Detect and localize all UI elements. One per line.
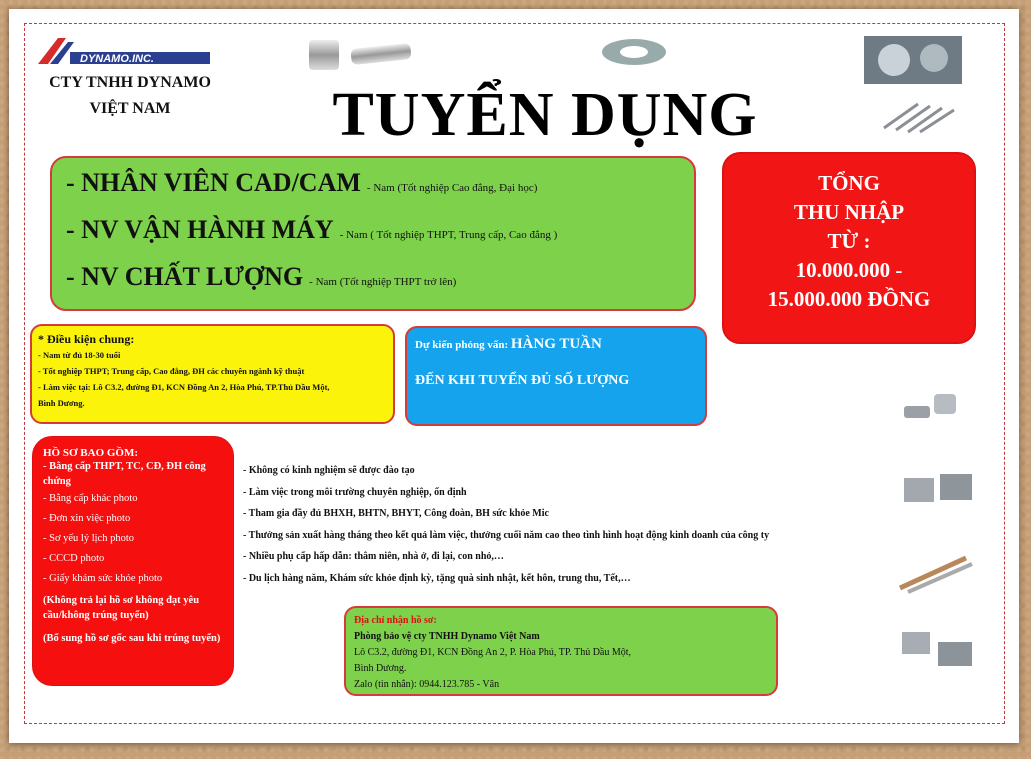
position-requirement: - Nam ( Tốt nghiệp THPT, Trung cấp, Cao đẳng ) — [339, 229, 558, 241]
benefit-item: - Tham gia đầy đủ BHXH, BHTN, BHYT, Công đoàn, BH sức khỏe Mic — [243, 508, 549, 519]
salary-line: 15.000.000 ĐỒNG — [767, 287, 931, 311]
document-item: - CCCD photo — [43, 553, 105, 564]
rod-parts-image — [894, 548, 976, 594]
documents-note: (Không trả lại hồ sơ không đạt yêu cầu/không trúng tuyển) — [43, 595, 200, 621]
conditions-box — [30, 324, 395, 424]
salary-line: TỔNG — [818, 171, 880, 195]
document-item: - Bằng cấp khác photo — [43, 493, 138, 504]
position-requirement: - Nam (Tốt nghiệp THPT trở lên) — [309, 276, 457, 288]
position-item — [66, 262, 456, 292]
ring-part-image — [598, 36, 670, 68]
document-item: - Sơ yếu lý lịch photo — [43, 533, 135, 544]
interview-value: HÀNG TUẦN — [510, 336, 602, 352]
company-logo — [36, 34, 216, 68]
position-name: - NHÂN VIÊN CAD/CAM — [66, 168, 361, 197]
benefit-item: - Nhiều phụ cấp hấp dẫn: thâm niên, nhà ở, đi lại, con nhỏ,… — [243, 551, 504, 562]
positions-box — [50, 156, 696, 311]
address-name: Phòng bảo vệ cty TNHH Dynamo Việt Nam — [354, 631, 540, 642]
benefits-list — [243, 465, 863, 594]
address-zalo: Zalo (tin nhắn): 0944.123.785 - Vân — [354, 679, 500, 690]
salary-line: THU NHẬP — [793, 200, 905, 224]
company-name-line1: CTY TNHH DYNAMO — [49, 74, 211, 91]
fitting-parts-image — [898, 388, 968, 426]
benefit-item: - Làm việc trong môi trường chuyên nghiệp, ổn định — [243, 486, 467, 498]
address-heading: Địa chỉ nhận hồ sơ: — [354, 615, 437, 626]
document-item: - Giấy khám sức khỏe photo — [43, 573, 163, 584]
documents-heading: HỒ SƠ BAO GỒM: — [43, 447, 139, 459]
logo-text: DYNAMO.INC. — [80, 53, 154, 65]
machined-parts-photo — [864, 36, 962, 84]
interview-box — [405, 326, 707, 426]
interview-schedule — [415, 336, 697, 353]
benefit-item: - Thưởng sản xuất hàng tháng theo kết quả làm việc, thưởng cuối năm cao theo tình hình hoạt động kinh doanh của công ty — [243, 529, 770, 541]
address-line: Bình Dương. — [354, 663, 407, 674]
address-box — [344, 606, 778, 696]
block-parts-image — [900, 470, 976, 506]
salary-line: 10.000.000 - — [795, 258, 903, 282]
company-name-line2: VIỆT NAM — [89, 100, 171, 117]
page-title: TUYỂN DỤNG — [332, 81, 758, 149]
conditions-heading: * Điều kiện chung: — [38, 332, 135, 346]
condition-item: - Nam từ đủ 18-30 tuổi — [38, 350, 121, 360]
condition-item: - Tốt nghiệp THPT; Trung cấp, Cao đẳng, ĐH các chuyên ngành kỹ thuật — [38, 366, 305, 376]
condition-item: - Làm việc tại: Lô C3.2, đường Đ1, KCN Đồng An 2, Hòa Phú, TP.Thủ Dầu Một, — [38, 382, 330, 392]
condition-item: Bình Dương. — [38, 398, 85, 408]
bracket-parts-image — [898, 624, 976, 672]
position-name: - NV VẬN HÀNH MÁY — [66, 215, 334, 244]
company-name — [40, 70, 220, 122]
position-requirement: - Nam (Tốt nghiệp Cao đẳng, Đại học) — [366, 182, 538, 194]
pins-image — [878, 94, 962, 134]
position-name: - NV CHẤT LƯỢNG — [66, 262, 304, 291]
documents-note: (Bổ sung hồ sơ gốc sau khi trúng tuyển) — [43, 633, 221, 644]
address-line: Lô C3.2, đường Đ1, KCN Đồng An 2, P. Hòa Phú, TP. Thủ Dầu Một, — [354, 647, 632, 658]
document-item: - Đơn xin việc photo — [43, 513, 131, 524]
benefit-item: - Du lịch hàng năm, Khám sức khỏe định kỳ, tặng quà sinh nhật, kết hôn, trung thu, Tết,… — [243, 572, 631, 584]
cylinder-parts-image — [305, 34, 415, 76]
interview-until: ĐẾN KHI TUYỂN ĐỦ SỐ LƯỢNG — [415, 373, 630, 388]
documents-box — [32, 436, 234, 686]
position-item — [66, 215, 557, 245]
benefit-item: - Không có kinh nghiệm sẽ được đào tạo — [243, 465, 415, 476]
interview-label: Dự kiến phỏng vấn: — [415, 339, 509, 351]
document-item: - Bằng cấp THPT, TC, CĐ, ĐH công chứng — [43, 461, 206, 487]
position-item — [66, 168, 537, 198]
salary-box — [722, 152, 976, 344]
salary-line: TỪ : — [827, 229, 871, 253]
